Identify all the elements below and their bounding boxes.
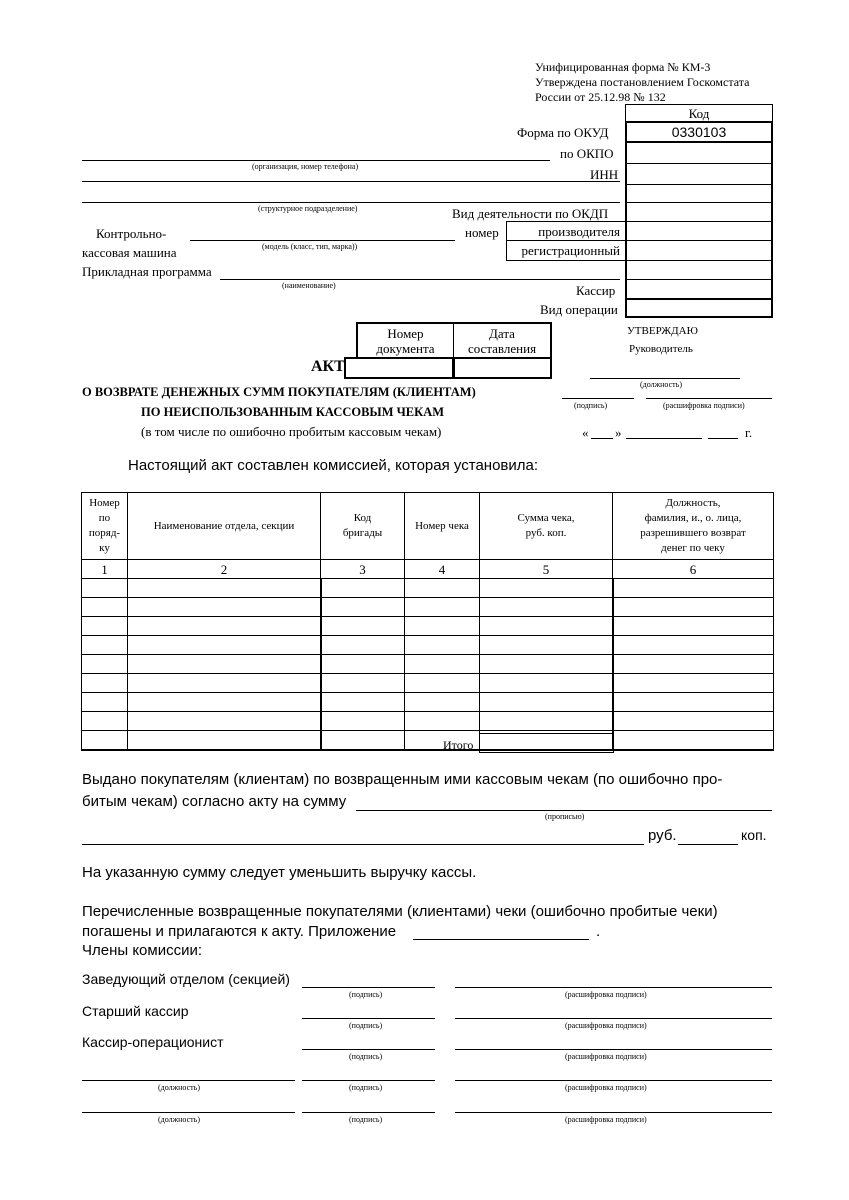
- approver-decode-line[interactable]: [646, 398, 772, 399]
- kkm-label-1: Контрольно-: [96, 226, 167, 241]
- member5-position-line[interactable]: [82, 1112, 295, 1113]
- table-cell[interactable]: [82, 636, 128, 655]
- approve-label: УТВЕРЖДАЮ: [627, 325, 698, 337]
- table-cell[interactable]: [128, 731, 321, 751]
- manufacturer-number-field[interactable]: [625, 221, 773, 241]
- title-line-2: ПО НЕИСПОЛЬЗОВАННЫМ КАССОВЫМ ЧЕКАМ: [141, 405, 445, 419]
- table-cell[interactable]: [82, 712, 128, 731]
- table-cell[interactable]: [613, 674, 774, 693]
- form-line-2: Утверждена постановлением Госкомстата: [535, 75, 750, 89]
- table-cell[interactable]: [480, 693, 613, 712]
- table-cell[interactable]: [613, 617, 774, 636]
- table-cell[interactable]: [321, 674, 405, 693]
- doc-number-label-2: документа: [376, 341, 435, 356]
- head-dept-sign-line[interactable]: [302, 987, 435, 988]
- division-line[interactable]: [82, 202, 620, 203]
- decode-hint: (расшифровка подписи): [565, 1021, 647, 1030]
- col6-line: денег по чеку: [661, 542, 725, 554]
- table-cell[interactable]: [321, 655, 405, 674]
- registration-label: регистрационный: [506, 240, 626, 261]
- cashier-code-field[interactable]: [625, 279, 773, 299]
- issued-line-2: битым чекам) согласно акту на сумму: [82, 793, 347, 810]
- approve-day-line[interactable]: [591, 438, 613, 439]
- issued-line-1: Выдано покупателям (клиентам) по возвращенным ими кассовым чекам (по ошибочно про-: [82, 771, 723, 788]
- doc-number-header: [356, 322, 454, 358]
- table-cell[interactable]: [480, 598, 613, 617]
- table-cell[interactable]: [613, 636, 774, 655]
- doc-date-field[interactable]: [453, 357, 552, 379]
- sign-hint: (подпись): [349, 1083, 383, 1092]
- amount-words-line-2[interactable]: [82, 844, 644, 845]
- col-header-authorizer: [613, 493, 774, 560]
- approve-year-line[interactable]: [708, 438, 738, 439]
- col1-line: Номер: [89, 497, 120, 509]
- kod-header: Код: [625, 104, 773, 122]
- head-dept-label: Заведующий отделом (секцией): [82, 971, 290, 987]
- col-header-number: [82, 493, 128, 560]
- words-hint: (прописью): [545, 812, 585, 821]
- table-header-row: [82, 493, 774, 560]
- cashier-operator-label: Кассир-операционист: [82, 1034, 224, 1050]
- table-cell[interactable]: [405, 598, 480, 617]
- quote-open: «: [582, 425, 589, 440]
- sign-hint: (подпись): [349, 990, 383, 999]
- table-cell[interactable]: [613, 693, 774, 712]
- table-cell[interactable]: [480, 579, 613, 598]
- col-number: 3: [321, 560, 405, 579]
- col-header-amount: [480, 493, 613, 560]
- table-row: [82, 674, 774, 693]
- decode-hint: (расшифровка подписи): [565, 1052, 647, 1061]
- table-cell[interactable]: [82, 655, 128, 674]
- okud-code-field[interactable]: 0330103: [625, 121, 773, 143]
- form-line-1: Унифицированная форма № КМ-3: [535, 60, 711, 74]
- operation-label: Вид операции: [540, 302, 618, 317]
- table-cell[interactable]: [480, 617, 613, 636]
- member5-sign-line[interactable]: [302, 1112, 435, 1113]
- members-label: Члены комиссии:: [82, 942, 203, 959]
- table-cell[interactable]: [128, 617, 321, 636]
- col1-line: ку: [99, 542, 110, 554]
- col-header-department: Наименование отдела, секции: [128, 493, 321, 560]
- intro-text: Настоящий акт составлен комиссией, которая установила:: [128, 457, 539, 474]
- title-line-3: (в том числе по ошибочно пробитым кассовым чекам): [141, 424, 442, 439]
- member4-position-line[interactable]: [82, 1080, 295, 1081]
- kop-label: коп.: [741, 827, 767, 843]
- table-cell[interactable]: [405, 579, 480, 598]
- table-cell[interactable]: [480, 674, 613, 693]
- listed-line-1: Перечисленные возвращенные покупателями (клиентами) чеки (ошибочно пробитые чеки): [82, 903, 718, 920]
- decode-hint: (расшифровка подписи): [565, 1115, 647, 1124]
- table-row: [82, 598, 774, 617]
- table-cell[interactable]: [82, 579, 128, 598]
- col-number: 1: [82, 560, 128, 579]
- table-cell[interactable]: [405, 617, 480, 636]
- listed-dot: .: [596, 923, 601, 940]
- column-numbers-row: [82, 560, 774, 579]
- organization-line-2[interactable]: [82, 181, 620, 182]
- year-suffix: г.: [745, 425, 753, 440]
- okpo-label: по ОКПО: [560, 146, 614, 161]
- act-label: АКТ: [311, 358, 345, 375]
- cashier-operator-sign-line[interactable]: [302, 1049, 435, 1050]
- table-cell[interactable]: [405, 655, 480, 674]
- program-code-field[interactable]: [625, 260, 773, 280]
- registration-number-field[interactable]: [625, 240, 773, 261]
- rub-label: руб.: [648, 827, 677, 844]
- division-hint: (структурное подразделение): [258, 204, 358, 213]
- attachment-line[interactable]: [413, 939, 589, 940]
- col3-line: бригады: [342, 527, 383, 539]
- cashier-label: Кассир: [576, 283, 616, 298]
- table-cell[interactable]: [128, 712, 321, 731]
- table-cell[interactable]: [321, 598, 405, 617]
- sign-hint: (подпись): [349, 1021, 383, 1030]
- table-cell[interactable]: [405, 712, 480, 731]
- col-header-check-number: Номер чека: [405, 493, 480, 560]
- senior-cashier-decode-line[interactable]: [455, 1018, 772, 1019]
- program-label: Прикладная программа: [82, 264, 212, 279]
- decode-hint: (расшифровка подписи): [565, 990, 647, 999]
- member4-decode-line[interactable]: [455, 1080, 772, 1081]
- listed-line-2: погашены и прилагаются к акту. Приложение: [82, 923, 397, 940]
- table-row: [82, 731, 774, 751]
- inn-code-field-2[interactable]: [625, 184, 773, 203]
- head-label: Руководитель: [629, 343, 693, 355]
- col5-line: Сумма чека,: [517, 512, 575, 524]
- doc-date-label-1: Дата: [489, 326, 515, 341]
- doc-date-header: [453, 322, 552, 358]
- table-row: [82, 655, 774, 674]
- table-cell[interactable]: [405, 693, 480, 712]
- okdp-label: Вид деятельности по ОКДП: [452, 206, 609, 221]
- table-cell[interactable]: [480, 712, 613, 731]
- head-dept-decode-line[interactable]: [455, 987, 772, 988]
- table-cell[interactable]: [82, 617, 128, 636]
- position-hint: (должность): [158, 1115, 200, 1124]
- sign-hint: (подпись): [349, 1052, 383, 1061]
- table-cell[interactable]: [405, 674, 480, 693]
- program-hint: (наименование): [282, 281, 336, 290]
- table-cell[interactable]: [613, 579, 774, 598]
- member4-sign-line[interactable]: [302, 1080, 435, 1081]
- organization-line[interactable]: [82, 160, 550, 161]
- approver-decode-hint: (расшифровка подписи): [663, 401, 745, 410]
- senior-cashier-label: Старший кассир: [82, 1003, 189, 1019]
- kkm-label-2: кассовая машина: [82, 245, 177, 260]
- kkm-model-line[interactable]: [190, 240, 455, 241]
- approve-month-line[interactable]: [626, 438, 702, 439]
- sign-hint: (подпись): [349, 1115, 383, 1124]
- manufacturer-label: производителя: [506, 221, 626, 241]
- table-cell[interactable]: [613, 712, 774, 731]
- table-cell[interactable]: [82, 674, 128, 693]
- table-cell[interactable]: [128, 693, 321, 712]
- table-cell[interactable]: [613, 731, 774, 751]
- kop-line[interactable]: [678, 844, 738, 845]
- col-number: 5: [480, 560, 613, 579]
- table-row: [82, 617, 774, 636]
- table-row: [82, 579, 774, 598]
- okdp-code-field[interactable]: [625, 202, 773, 222]
- approver-position-hint: (должность): [640, 380, 682, 389]
- table-row: [82, 636, 774, 655]
- decode-hint: (расшифровка подписи): [565, 1083, 647, 1092]
- cashier-operator-decode-line[interactable]: [455, 1049, 772, 1050]
- title-line-1: О ВОЗВРАТЕ ДЕНЕЖНЫХ СУММ ПОКУПАТЕЛЯМ (КЛИЕНТАМ): [82, 385, 476, 399]
- col1-line: поряд-: [88, 527, 121, 539]
- form-line-3: России от 25.12.98 № 132: [535, 90, 666, 104]
- col6-line: фамилия, и., о. лица,: [644, 512, 742, 524]
- table-cell[interactable]: [128, 636, 321, 655]
- table-cell[interactable]: [480, 636, 613, 655]
- table-cell[interactable]: [82, 693, 128, 712]
- table-cell[interactable]: [321, 712, 405, 731]
- operation-code-field[interactable]: [625, 298, 773, 318]
- inn-label: ИНН: [590, 167, 619, 182]
- table-cell[interactable]: [405, 636, 480, 655]
- table-cell[interactable]: [321, 731, 405, 751]
- col5-line: руб. коп.: [525, 527, 567, 539]
- reduce-text: На указанную сумму следует уменьшить выручку кассы.: [82, 864, 477, 881]
- total-field[interactable]: [479, 733, 614, 753]
- doc-number-label-1: Номер: [387, 326, 424, 341]
- member5-decode-line[interactable]: [455, 1112, 772, 1113]
- table-cell[interactable]: [82, 731, 128, 751]
- inn-code-field[interactable]: [625, 163, 773, 185]
- doc-date-label-2: составления: [467, 341, 537, 356]
- approver-position-line[interactable]: [590, 378, 740, 379]
- approver-sign-line[interactable]: [562, 398, 634, 399]
- table-cell[interactable]: [321, 693, 405, 712]
- col1-line: по: [98, 512, 111, 524]
- total-label: Итого: [443, 738, 474, 752]
- col-header-brigade: [321, 493, 405, 560]
- col-number: 6: [613, 560, 774, 579]
- amount-words-line[interactable]: [356, 810, 772, 811]
- table-cell[interactable]: [321, 617, 405, 636]
- table-cell[interactable]: [321, 579, 405, 598]
- approver-sign-hint: (подпись): [574, 401, 608, 410]
- doc-number-field[interactable]: [344, 357, 454, 379]
- col-number: 2: [128, 560, 321, 579]
- col3-line: Код: [353, 512, 372, 524]
- senior-cashier-sign-line[interactable]: [302, 1018, 435, 1019]
- table-cell[interactable]: [82, 598, 128, 617]
- table-cell[interactable]: [480, 655, 613, 674]
- col-number: 4: [405, 560, 480, 579]
- table-cell[interactable]: [321, 636, 405, 655]
- table-cell[interactable]: [128, 655, 321, 674]
- organization-hint: (организация, номер телефона): [252, 162, 359, 171]
- model-hint: (модель (класс, тип, марка)): [262, 242, 358, 251]
- table-cell[interactable]: [128, 598, 321, 617]
- col6-line: Должность,: [665, 497, 721, 509]
- position-hint: (должность): [158, 1083, 200, 1092]
- okpo-code-field[interactable]: [625, 142, 773, 164]
- okud-label: Форма по ОКУД: [517, 125, 609, 140]
- table-cell[interactable]: [128, 674, 321, 693]
- table-cell[interactable]: [613, 655, 774, 674]
- nomer-label: номер: [465, 225, 499, 240]
- table-row: [82, 712, 774, 731]
- program-line[interactable]: [220, 279, 620, 280]
- table-cell[interactable]: [128, 579, 321, 598]
- table-cell[interactable]: [613, 598, 774, 617]
- table-row: [82, 693, 774, 712]
- col6-line: разрешившего возврат: [640, 527, 746, 539]
- returns-table: [81, 492, 774, 751]
- quote-close: »: [615, 425, 622, 440]
